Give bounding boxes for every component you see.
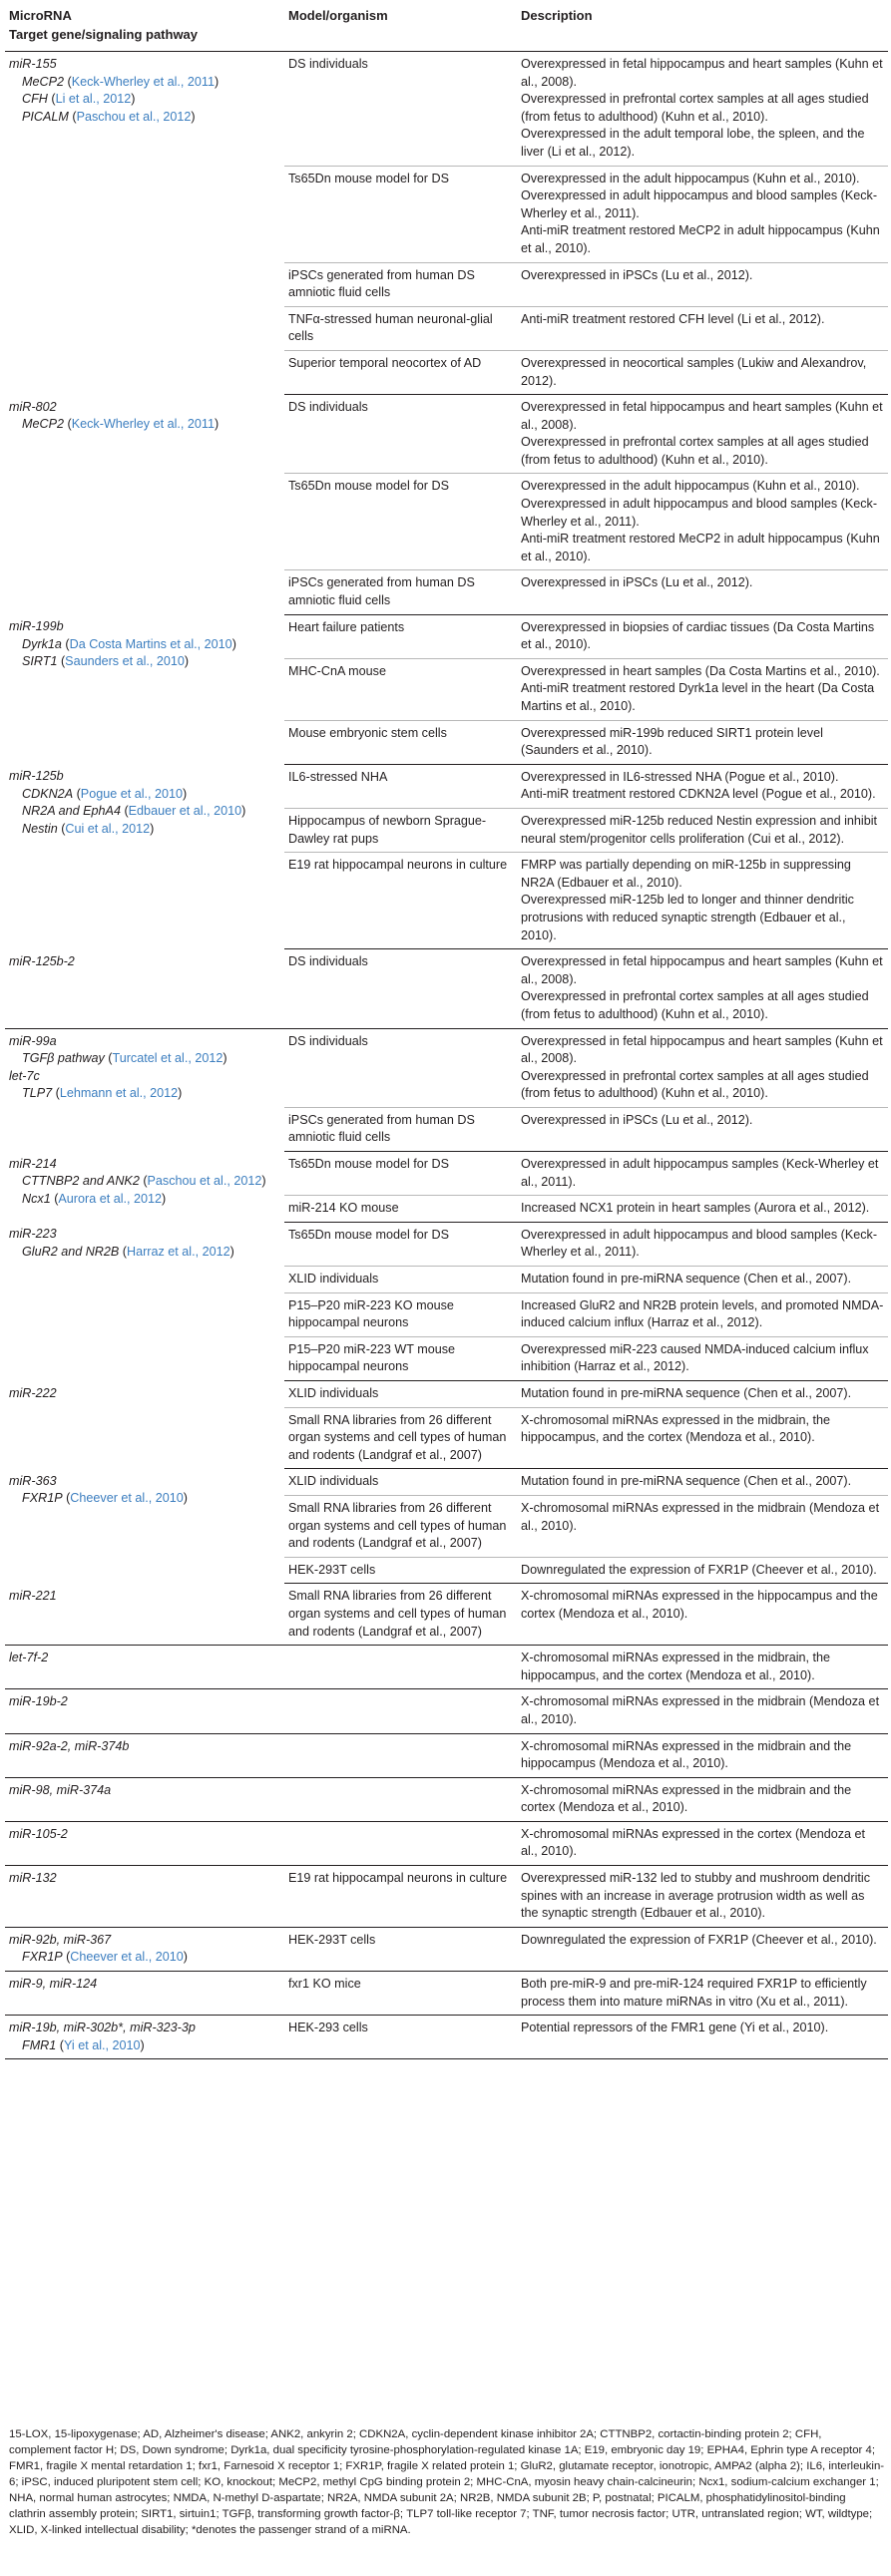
header-description: Description bbox=[517, 2, 888, 52]
gene-name: Dyrk1a bbox=[22, 636, 62, 651]
model-cell: Ts65Dn mouse model for DS bbox=[284, 1222, 517, 1266]
description-cell bbox=[517, 1927, 888, 1971]
target-gene: PICALM (Paschou et al., 2012) bbox=[22, 109, 196, 124]
gene-name: Ncx1 bbox=[22, 1191, 51, 1206]
model-cell: TNFα-stressed human neuronal-glial cells bbox=[284, 306, 517, 350]
table-row bbox=[5, 949, 888, 1028]
model-cell: DS individuals bbox=[284, 1028, 517, 1107]
description-cell bbox=[517, 1292, 888, 1336]
target-gene: NR2A and EphA4 (Edbauer et al., 2010) bbox=[22, 804, 246, 819]
mirna-name: miR-222 bbox=[9, 1385, 57, 1400]
mirna-name: miR-92b, miR-367 bbox=[9, 1932, 112, 1947]
model-cell: P15–P20 miR-223 WT mouse hippocampal neurons bbox=[284, 1336, 517, 1380]
model-cell: Ts65Dn mouse model for DS bbox=[284, 1152, 517, 1196]
description-line: Overexpressed in IL6-stressed NHA (Pogue et al., 2010). bbox=[521, 769, 839, 784]
description-cell bbox=[517, 808, 888, 852]
target-gene: Nestin (Cui et al., 2012) bbox=[22, 822, 155, 837]
gene-citation: Paschou et al., 2012 bbox=[76, 109, 192, 124]
model-cell: Superior temporal neocortex of AD bbox=[284, 350, 517, 394]
mirna-table bbox=[5, 2, 888, 2059]
gene-citation: Cheever et al., 2010 bbox=[70, 1950, 184, 1965]
mirna-name: miR-363 bbox=[9, 1473, 57, 1488]
description-line: Anti-miR treatment restored Dyrk1a level in the heart (Da Costa Martins et al., 2010). bbox=[521, 681, 875, 713]
table-row bbox=[5, 1222, 888, 1266]
mirna-cell bbox=[5, 1866, 284, 1928]
description-line: Overexpressed in fetal hippocampus and heart samples (Kuhn et al., 2008). bbox=[521, 400, 883, 432]
gene-citation: Keck-Wherley et al., 2011 bbox=[71, 417, 215, 432]
description-cell bbox=[517, 720, 888, 764]
description-cell bbox=[517, 1222, 888, 1266]
description-line: Overexpressed in fetal hippocampus and heart samples (Kuhn et al., 2008). bbox=[521, 954, 883, 986]
model-cell: fxr1 KO mice bbox=[284, 1972, 517, 2016]
model-cell: iPSCs generated from human DS amniotic fluid cells bbox=[284, 570, 517, 614]
target-gene: MeCP2 (Keck-Wherley et al., 2011) bbox=[22, 417, 220, 432]
description-line: Downregulated the expression of FXR1P (Cheever et al., 2010). bbox=[521, 1932, 877, 1947]
mirna-name: miR-214 bbox=[9, 1156, 57, 1171]
target-gene: MeCP2 (Keck-Wherley et al., 2011) bbox=[22, 74, 220, 89]
model-cell: E19 rat hippocampal neurons in culture bbox=[284, 1866, 517, 1928]
description-line: Overexpressed in fetal hippocampus and heart samples (Kuhn et al., 2008). bbox=[521, 57, 883, 89]
description-cell bbox=[517, 1821, 888, 1865]
description-cell bbox=[517, 1107, 888, 1151]
mirna-cell bbox=[5, 1152, 284, 1223]
model-cell: HEK-293T cells bbox=[284, 1557, 517, 1584]
table-row bbox=[5, 1821, 888, 1865]
description-cell bbox=[517, 166, 888, 262]
gene-name: CTTNBP2 and ANK2 bbox=[22, 1174, 140, 1189]
model-cell: XLID individuals bbox=[284, 1267, 517, 1293]
model-cell: iPSCs generated from human DS amniotic fluid cells bbox=[284, 1107, 517, 1151]
model-cell: P15–P20 miR-223 KO mouse hippocampal neurons bbox=[284, 1292, 517, 1336]
description-line: FMRP was partially depending on miR-125b in suppressing NR2A (Edbauer et al., 2010). bbox=[521, 858, 851, 890]
description-line: Overexpressed in heart samples (Da Costa Martins et al., 2010). bbox=[521, 663, 880, 678]
model-cell: IL6-stressed NHA bbox=[284, 764, 517, 808]
description-cell bbox=[517, 614, 888, 658]
description-cell bbox=[517, 1584, 888, 1646]
description-line: Overexpressed in the adult temporal lobe, the spleen, and the liver (Li et al., 2012). bbox=[521, 127, 865, 159]
gene-name: NR2A and EphA4 bbox=[22, 804, 121, 819]
table-row bbox=[5, 1028, 888, 1107]
model-cell: Small RNA libraries from 26 different organ systems and cell types of human and rodents (Landgraf et al., 2007) bbox=[284, 1495, 517, 1557]
mirna-name: miR-99a bbox=[9, 1033, 57, 1048]
mirna-cell bbox=[5, 1222, 284, 1380]
model-cell bbox=[284, 1646, 517, 1689]
description-line: Anti-miR treatment restored CFH level (Li et al., 2012). bbox=[521, 311, 825, 326]
description-cell bbox=[517, 1972, 888, 2016]
table-row bbox=[5, 764, 888, 808]
mirna-name: miR-132 bbox=[9, 1871, 57, 1886]
table-row bbox=[5, 1381, 888, 1408]
description-line: Overexpressed in the adult hippocampus (Kuhn et al., 2010). bbox=[521, 171, 860, 185]
target-gene: Ncx1 (Aurora et al., 2012) bbox=[22, 1191, 167, 1206]
description-line: X-chromosomal miRNAs expressed in the midbrain and the cortex (Mendoza et al., 2010). bbox=[521, 1782, 852, 1815]
description-line: Anti-miR treatment restored MeCP2 in adult hippocampus (Kuhn et al., 2010). bbox=[521, 223, 880, 255]
table-row bbox=[5, 1469, 888, 1496]
header-mirna-line1: MicroRNA bbox=[9, 8, 72, 23]
gene-citation: Cui et al., 2012 bbox=[65, 822, 151, 837]
mirna-name: miR-802 bbox=[9, 399, 57, 414]
description-line: Overexpressed miR-125b led to longer and thinner dendritic protrusions with reduced synaptic strength (Edbauer et al., 2010). bbox=[521, 893, 854, 942]
description-line: Mutation found in pre-miRNA sequence (Chen et al., 2007). bbox=[521, 1386, 852, 1400]
table-row bbox=[5, 1646, 888, 1689]
description-line: Both pre-miR-9 and pre-miR-124 required FXR1P to efficiently process them into mature miRNAs in vitro (Xu et al., 2011). bbox=[521, 1977, 867, 2009]
target-gene: CDKN2A (Pogue et al., 2010) bbox=[22, 786, 188, 801]
table-row bbox=[5, 1689, 888, 1733]
mirna-cell bbox=[5, 614, 284, 764]
model-cell: Hippocampus of newborn Sprague-Dawley rat pups bbox=[284, 808, 517, 852]
mirna-cell bbox=[5, 1777, 284, 1821]
model-cell: Ts65Dn mouse model for DS bbox=[284, 474, 517, 570]
target-gene: FXR1P (Cheever et al., 2010) bbox=[22, 1950, 188, 1965]
header-mirna-line2: Target gene/signaling pathway bbox=[9, 27, 199, 42]
description-cell bbox=[517, 1866, 888, 1928]
description-line: Overexpressed in adult hippocampus samples (Keck-Wherley et al., 2011). bbox=[521, 1157, 879, 1189]
description-line: Downregulated the expression of FXR1P (Cheever et al., 2010). bbox=[521, 1562, 877, 1577]
target-gene: FXR1P (Cheever et al., 2010) bbox=[22, 1491, 188, 1506]
gene-citation: Da Costa Martins et al., 2010 bbox=[69, 636, 232, 651]
mirna-name: miR-19b, miR-302b*, miR-323-3p bbox=[9, 2021, 196, 2035]
model-cell: XLID individuals bbox=[284, 1469, 517, 1496]
mirna-cell bbox=[5, 1733, 284, 1777]
gene-citation: Turcatel et al., 2012 bbox=[112, 1051, 223, 1066]
gene-citation: Li et al., 2012 bbox=[55, 92, 132, 107]
description-cell bbox=[517, 306, 888, 350]
description-cell bbox=[517, 474, 888, 570]
description-line: Increased NCX1 protein in heart samples (Aurora et al., 2012). bbox=[521, 1201, 870, 1216]
description-line: Overexpressed in adult hippocampus and blood samples (Keck-Wherley et al., 2011). bbox=[521, 1227, 878, 1260]
mirna-name: let-7f-2 bbox=[9, 1651, 49, 1665]
model-cell: Small RNA libraries from 26 different organ systems and cell types of human and rodents (Landgraf et al., 2007) bbox=[284, 1584, 517, 1646]
description-line: Overexpressed miR-223 caused NMDA-induced calcium influx inhibition (Harraz et al., 2012). bbox=[521, 1341, 869, 1374]
model-cell: Small RNA libraries from 26 different organ systems and cell types of human and rodents (Landgraf et al., 2007) bbox=[284, 1407, 517, 1469]
mirna-cell bbox=[5, 1469, 284, 1584]
description-line: Overexpressed in prefrontal cortex samples at all ages studied (from fetus to adulthood) (Kuhn et al., 2010). bbox=[521, 989, 869, 1021]
description-cell bbox=[517, 1646, 888, 1689]
gene-name: SIRT1 bbox=[22, 654, 58, 669]
description-cell bbox=[517, 949, 888, 1028]
description-line: Overexpressed in fetal hippocampus and heart samples (Kuhn et al., 2008). bbox=[521, 1033, 883, 1066]
description-line: Mutation found in pre-miRNA sequence (Chen et al., 2007). bbox=[521, 1272, 852, 1287]
mirna-cell bbox=[5, 1584, 284, 1646]
description-line: Overexpressed miR-125b reduced Nestin expression and inhibit neural stem/progenitor cells proliferation (Cui et al., 2012). bbox=[521, 813, 878, 846]
mirna-name: miR-221 bbox=[9, 1588, 57, 1603]
mirna-cell bbox=[5, 949, 284, 1028]
description-line: X-chromosomal miRNAs expressed in the midbrain, the hippocampus, and the cortex (Mendoza et al., 2010). bbox=[521, 1412, 831, 1445]
table-header-row bbox=[5, 2, 888, 52]
mirna-name: miR-92a-2, miR-374b bbox=[9, 1738, 130, 1753]
target-gene: FMR1 (Yi et al., 2010) bbox=[22, 2037, 145, 2052]
description-cell bbox=[517, 1381, 888, 1408]
description-line: Overexpressed in prefrontal cortex samples at all ages studied (from fetus to adulthood) (Kuhn et al., 2010). bbox=[521, 92, 869, 124]
table-row bbox=[5, 1866, 888, 1928]
description-line: X-chromosomal miRNAs expressed in the midbrain, the hippocampus, and the cortex (Mendoza et al., 2010). bbox=[521, 1651, 831, 1682]
description-cell bbox=[517, 1152, 888, 1196]
gene-citation: Pogue et al., 2010 bbox=[80, 786, 184, 801]
description-line: X-chromosomal miRNAs expressed in the midbrain (Mendoza et al., 2010). bbox=[521, 1694, 880, 1726]
mirna-name: miR-9, miR-124 bbox=[9, 1977, 98, 1992]
description-line: Overexpressed in adult hippocampus and blood samples (Keck-Wherley et al., 2011). bbox=[521, 188, 878, 220]
description-cell bbox=[517, 52, 888, 167]
description-line: X-chromosomal miRNAs expressed in the cortex (Mendoza et al., 2010). bbox=[521, 1826, 866, 1859]
description-cell bbox=[517, 350, 888, 394]
mirna-name: miR-125b-2 bbox=[9, 953, 75, 968]
mirna-cell bbox=[5, 764, 284, 948]
mirna-name: miR-199b bbox=[9, 619, 64, 634]
description-cell bbox=[517, 570, 888, 614]
gene-citation: Saunders et al., 2010 bbox=[65, 654, 185, 669]
model-cell: MHC-CnA mouse bbox=[284, 658, 517, 720]
description-line: Anti-miR treatment restored CDKN2A level (Pogue et al., 2010). bbox=[521, 787, 876, 802]
gene-name: CDKN2A bbox=[22, 786, 74, 801]
description-cell bbox=[517, 1689, 888, 1733]
gene-name: PICALM bbox=[22, 109, 69, 124]
description-line: X-chromosomal miRNAs expressed in the midbrain (Mendoza et al., 2010). bbox=[521, 1500, 880, 1533]
gene-name: MeCP2 bbox=[22, 74, 64, 89]
mirna-cell bbox=[5, 1972, 284, 2016]
description-line: Overexpressed in the adult hippocampus (Kuhn et al., 2010). bbox=[521, 479, 860, 494]
description-cell bbox=[517, 1733, 888, 1777]
mirna-cell bbox=[5, 1028, 284, 1152]
table-row bbox=[5, 1152, 888, 1196]
gene-name: FXR1P bbox=[22, 1491, 63, 1506]
mirna-name: miR-19b-2 bbox=[9, 1694, 68, 1709]
table-row bbox=[5, 614, 888, 658]
mirna-cell bbox=[5, 1646, 284, 1689]
mirna-cell bbox=[5, 1821, 284, 1865]
gene-citation: Cheever et al., 2010 bbox=[70, 1491, 184, 1506]
description-cell bbox=[517, 1407, 888, 1469]
table-row bbox=[5, 1733, 888, 1777]
description-line: Overexpressed in neocortical samples (Lukiw and Alexandrov, 2012). bbox=[521, 355, 867, 388]
description-line: Overexpressed miR-132 led to stubby and mushroom dendritic spines with an increase in average protrusion width as well as the synaptic strength (Edbauer et al., 2010). bbox=[521, 1871, 870, 1921]
description-line: X-chromosomal miRNAs expressed in the hippocampus and the cortex (Mendoza et al., 2010). bbox=[521, 1589, 878, 1621]
mirna-cell bbox=[5, 1381, 284, 1469]
table-row bbox=[5, 1927, 888, 1971]
mirna-cell bbox=[5, 2016, 284, 2059]
mirna-cell bbox=[5, 1689, 284, 1733]
model-cell: Heart failure patients bbox=[284, 614, 517, 658]
mirna-name: miR-98, miR-374a bbox=[9, 1782, 112, 1797]
target-gene: TGFβ pathway (Turcatel et al., 2012) bbox=[22, 1051, 227, 1066]
table-row bbox=[5, 2016, 888, 2059]
description-cell bbox=[517, 1557, 888, 1584]
description-cell bbox=[517, 1028, 888, 1107]
mirna-name: miR-105-2 bbox=[9, 1826, 68, 1841]
table-row bbox=[5, 1972, 888, 2016]
description-cell bbox=[517, 1336, 888, 1380]
model-cell: HEK-293 cells bbox=[284, 2016, 517, 2059]
gene-citation: Yi et al., 2010 bbox=[64, 2037, 141, 2052]
description-cell bbox=[517, 1495, 888, 1557]
gene-name: TLP7 bbox=[22, 1086, 53, 1101]
gene-citation: Aurora et al., 2012 bbox=[58, 1191, 163, 1206]
table-row bbox=[5, 395, 888, 474]
description-line: Potential repressors of the FMR1 gene (Yi et al., 2010). bbox=[521, 2021, 829, 2035]
description-cell bbox=[517, 1196, 888, 1223]
description-line: Overexpressed in prefrontal cortex samples at all ages studied (from fetus to adulthood) (Kuhn et al., 2010). bbox=[521, 435, 869, 467]
mirna-name: miR-125b bbox=[9, 769, 64, 784]
header-mirna bbox=[5, 2, 284, 52]
description-line: Overexpressed in iPSCs (Lu et al., 2012). bbox=[521, 1112, 753, 1127]
table-footnote: 15-LOX, 15-lipoxygenase; AD, Alzheimer's disease; ANK2, ankyrin 2; CDKN2A, cyclin-dependent kinase inhibitor 2A; CTTNBP2, cortactin-binding protein 2; CFH, complement factor H; DS, Down syndrome; Dyrk1a, dual specificity tyrosine-phosphorylation-regulated kinase 1A; E19, embryonic day 19; EPHA4, Ephrin type A receptor 4; FMR1, fragile X mental retardation 1; fxr1, Farnesoid X receptor 1; FXR1P, fragile X related protein 1; GluR2, glutamate receptor, ionotropic, AMPA2 (alpha 2); IL6, interleukin-6; iPSC, induced pluripotent stem cell; KO, knockout; MeCP2, methyl CpG binding protein 2; MHC-CnA, myosin heavy chain-calcineurin; Ncx1, sodium-calcium exchanger 1; NHA, normal human astrocytes; NMDA, N-methyl D-aspartate; NR2A, NMDA subunit 2A; NR2B, NMDA subunit 2B; P, postnatal; PICALM, phosphatidylinositol-binding clathrin assembly protein; SIRT1, sirtuin1; TGFβ, transforming growth factor-β; TLP7 toll-like receptor 7; TNF, tumor necrosis factor; UTR, untranslated region; WT, wildtype; XLID, X-linked intellectual disability; *denotes the passenger strand of a miRNA. bbox=[9, 2428, 885, 2536]
model-cell bbox=[284, 1689, 517, 1733]
description-line: X-chromosomal miRNAs expressed in the midbrain and the hippocampus (Mendoza et al., 2010). bbox=[521, 1738, 852, 1771]
mirna-name: let-7c bbox=[9, 1068, 40, 1083]
model-cell: HEK-293T cells bbox=[284, 1927, 517, 1971]
target-gene: Dyrk1a (Da Costa Martins et al., 2010) bbox=[22, 636, 236, 651]
model-cell: DS individuals bbox=[284, 52, 517, 167]
description-cell bbox=[517, 395, 888, 474]
description-cell bbox=[517, 764, 888, 808]
gene-citation: Harraz et al., 2012 bbox=[127, 1244, 230, 1259]
model-cell bbox=[284, 1777, 517, 1821]
mirna-cell bbox=[5, 395, 284, 615]
description-line: Increased GluR2 and NR2B protein levels, and promoted NMDA-induced calcium influx (Harraz et al., 2012). bbox=[521, 1297, 884, 1330]
description-cell bbox=[517, 658, 888, 720]
description-line: Mutation found in pre-miRNA sequence (Chen et al., 2007). bbox=[521, 1474, 852, 1489]
description-line: Overexpressed in biopsies of cardiac tissues (Da Costa Martins et al., 2010). bbox=[521, 619, 875, 652]
mirna-name: miR-223 bbox=[9, 1227, 57, 1242]
model-cell: DS individuals bbox=[284, 395, 517, 474]
gene-name: FXR1P bbox=[22, 1950, 63, 1965]
model-cell: Ts65Dn mouse model for DS bbox=[284, 166, 517, 262]
mirna-cell bbox=[5, 1927, 284, 1971]
target-gene: SIRT1 (Saunders et al., 2010) bbox=[22, 654, 190, 669]
model-cell bbox=[284, 1821, 517, 1865]
description-line: Anti-miR treatment restored MeCP2 in adult hippocampus (Kuhn et al., 2010). bbox=[521, 532, 880, 563]
description-cell bbox=[517, 1469, 888, 1496]
target-gene: CTTNBP2 and ANK2 (Paschou et al., 2012) bbox=[22, 1174, 266, 1189]
gene-name: MeCP2 bbox=[22, 417, 64, 432]
gene-name: TGFβ pathway bbox=[22, 1051, 105, 1066]
description-line: Overexpressed miR-199b reduced SIRT1 protein level (Saunders et al., 2010). bbox=[521, 725, 823, 758]
target-gene: GluR2 and NR2B (Harraz et al., 2012) bbox=[22, 1244, 234, 1259]
target-gene: TLP7 (Lehmann et al., 2012) bbox=[22, 1086, 183, 1101]
gene-name: GluR2 and NR2B bbox=[22, 1244, 120, 1259]
description-cell bbox=[517, 1267, 888, 1293]
description-line: Overexpressed in adult hippocampus and blood samples (Keck-Wherley et al., 2011). bbox=[521, 497, 878, 529]
model-cell: Mouse embryonic stem cells bbox=[284, 720, 517, 764]
mirna-cell bbox=[5, 52, 284, 395]
model-cell bbox=[284, 1733, 517, 1777]
gene-citation: Lehmann et al., 2012 bbox=[59, 1086, 179, 1101]
table-row bbox=[5, 52, 888, 167]
gene-name: CFH bbox=[22, 92, 48, 107]
target-gene: CFH (Li et al., 2012) bbox=[22, 92, 136, 107]
description-cell bbox=[517, 1777, 888, 1821]
gene-citation: Paschou et al., 2012 bbox=[147, 1174, 262, 1189]
model-cell: iPSCs generated from human DS amniotic fluid cells bbox=[284, 262, 517, 306]
gene-citation: Edbauer et al., 2010 bbox=[128, 804, 242, 819]
table-row bbox=[5, 1584, 888, 1646]
description-line: Overexpressed in prefrontal cortex samples at all ages studied (from fetus to adulthood) (Kuhn et al., 2010). bbox=[521, 1068, 869, 1101]
header-model: Model/organism bbox=[284, 2, 517, 52]
gene-name: FMR1 bbox=[22, 2037, 57, 2052]
gene-name: Nestin bbox=[22, 822, 58, 837]
mirna-name: miR-155 bbox=[9, 57, 57, 71]
table-row bbox=[5, 1777, 888, 1821]
description-cell bbox=[517, 262, 888, 306]
description-line: Overexpressed in iPSCs (Lu et al., 2012). bbox=[521, 575, 753, 590]
description-cell bbox=[517, 853, 888, 949]
description-cell bbox=[517, 2016, 888, 2059]
model-cell: XLID individuals bbox=[284, 1381, 517, 1408]
table-body bbox=[5, 52, 888, 2059]
model-cell: E19 rat hippocampal neurons in culture bbox=[284, 853, 517, 949]
model-cell: miR-214 KO mouse bbox=[284, 1196, 517, 1223]
gene-citation: Keck-Wherley et al., 2011 bbox=[71, 74, 215, 89]
model-cell: DS individuals bbox=[284, 949, 517, 1028]
description-line: Overexpressed in iPSCs (Lu et al., 2012). bbox=[521, 267, 753, 282]
